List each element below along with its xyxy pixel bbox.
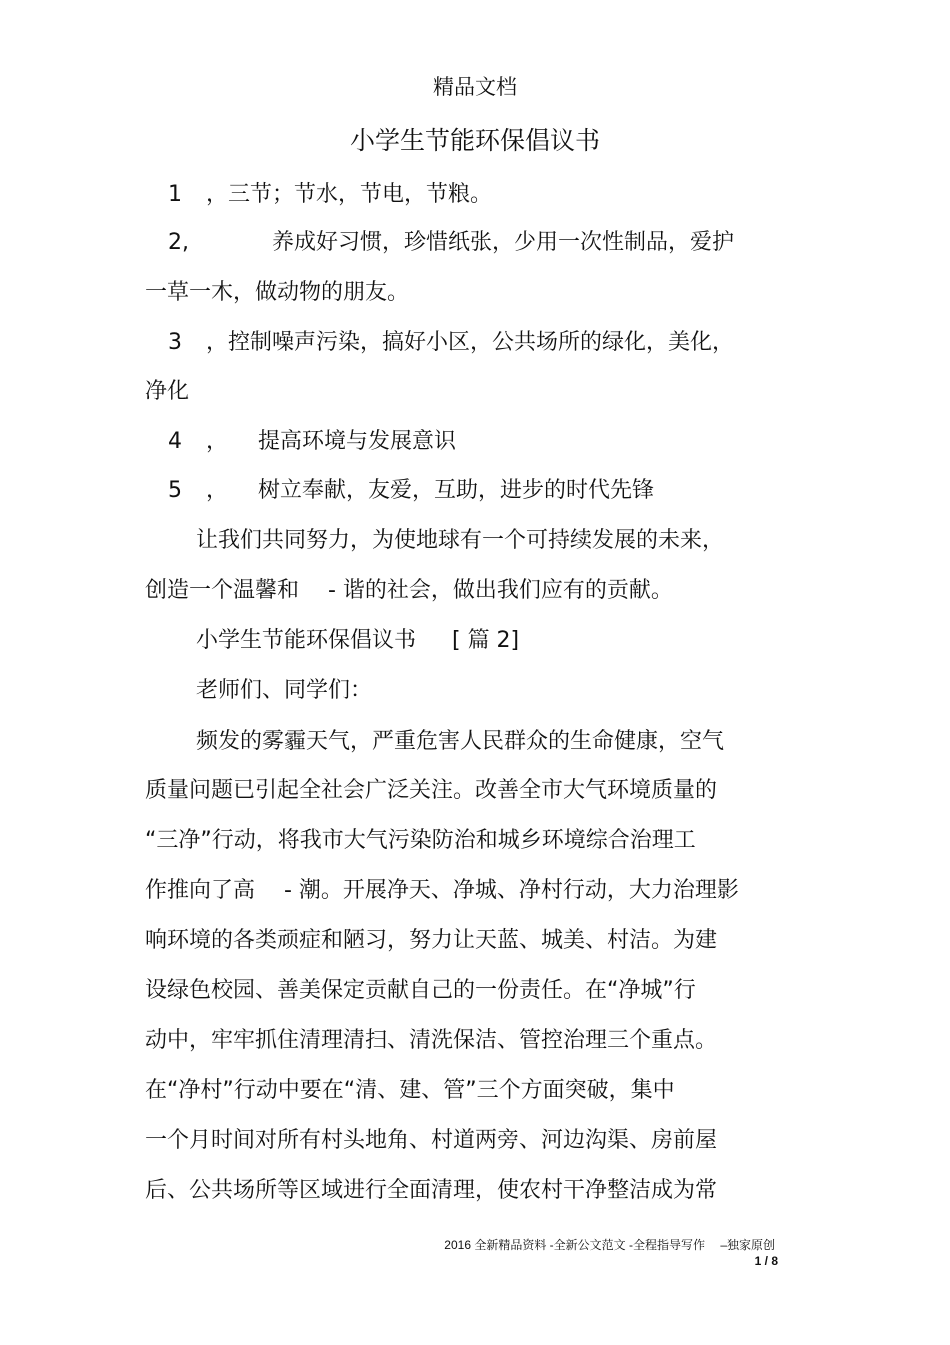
- paragraph-line: 设绿色校园、善美保定贡献自己的一份责任。在“净城”行: [145, 978, 696, 1003]
- item-number: 2,: [168, 230, 189, 255]
- paragraph-line: 质量问题已引起全社会广泛关注。改善全市大气环境质量的: [145, 778, 718, 803]
- item-number: 3: [168, 330, 182, 355]
- section-subtitle: 小学生节能环保倡议书 [ 篇 2]: [196, 628, 520, 653]
- item-sep: ，: [206, 478, 229, 503]
- paragraph-line: 响环境的各类顽症和陋习，努力让天蓝、城美、村洁。为建: [145, 928, 718, 953]
- page-number: 1 / 8: [754, 1254, 778, 1268]
- item-text: 养成好习惯，珍惜纸张，少用一次性制品，爱护: [272, 230, 735, 255]
- list-item: [168, 328, 734, 358]
- paragraph-line: 让我们共同努力，为使地球有一个可持续发展的未来，: [196, 528, 725, 553]
- list-item-continuation: 净化: [145, 379, 190, 404]
- item-text: 提高环境与发展意识: [258, 429, 457, 454]
- paragraph-line: 在“净村”行动中要在“清、建、管”三个方面突破，集中: [145, 1078, 675, 1103]
- list-item-continuation: 一草一木，做动物的朋友。: [145, 280, 410, 305]
- document-title: 小学生节能环保倡议书: [349, 126, 600, 155]
- greeting: 老师们、同学们：: [196, 678, 373, 703]
- paragraph-line: “三净”行动，将我市大气污染防治和城乡环境综合治理工: [145, 828, 696, 853]
- paragraph-line: 频发的雾霾天气，严重危害人民群众的生命健康，空气: [196, 729, 725, 754]
- item-number: 5: [168, 478, 182, 503]
- paragraph-line: 一个月时间对所有村头地角、村道两旁、河边沟渠、房前屋: [145, 1128, 718, 1153]
- paragraph-line: 动中，牢牢抓住清理清扫、清洗保洁、管控治理三个重点。: [145, 1028, 718, 1053]
- page-header: 精品文档: [433, 75, 517, 99]
- paragraph-line: 作推向了高 - 潮。开展净天、净城、净村行动，大力治理影: [145, 878, 739, 903]
- item-sep: ，: [206, 429, 229, 454]
- list-item: [168, 427, 456, 457]
- item-text: 树立奉献，友爱，互助，进步的时代先锋: [258, 478, 655, 503]
- item-number: 4: [168, 429, 182, 454]
- item-text: 三节；节水，节电，节粮。: [228, 182, 493, 207]
- item-sep: ，: [206, 330, 229, 355]
- list-item: [168, 476, 654, 506]
- item-text: 控制噪声污染，搞好小区，公共场所的绿化，美化，: [228, 330, 735, 355]
- paragraph-line: 创造一个温馨和 - 谐的社会，做出我们应有的贡献。: [145, 578, 673, 603]
- page-footer-text: 2016 全新精品资料 -全新公文范文 -全程指导写作 –独家原创: [444, 1238, 775, 1252]
- item-number: 1: [168, 182, 182, 207]
- list-item: [168, 228, 734, 258]
- list-item: [168, 180, 492, 210]
- item-sep: ，: [206, 182, 229, 207]
- paragraph-line: 后、公共场所等区域进行全面清理，使农村干净整洁成为常: [145, 1178, 718, 1203]
